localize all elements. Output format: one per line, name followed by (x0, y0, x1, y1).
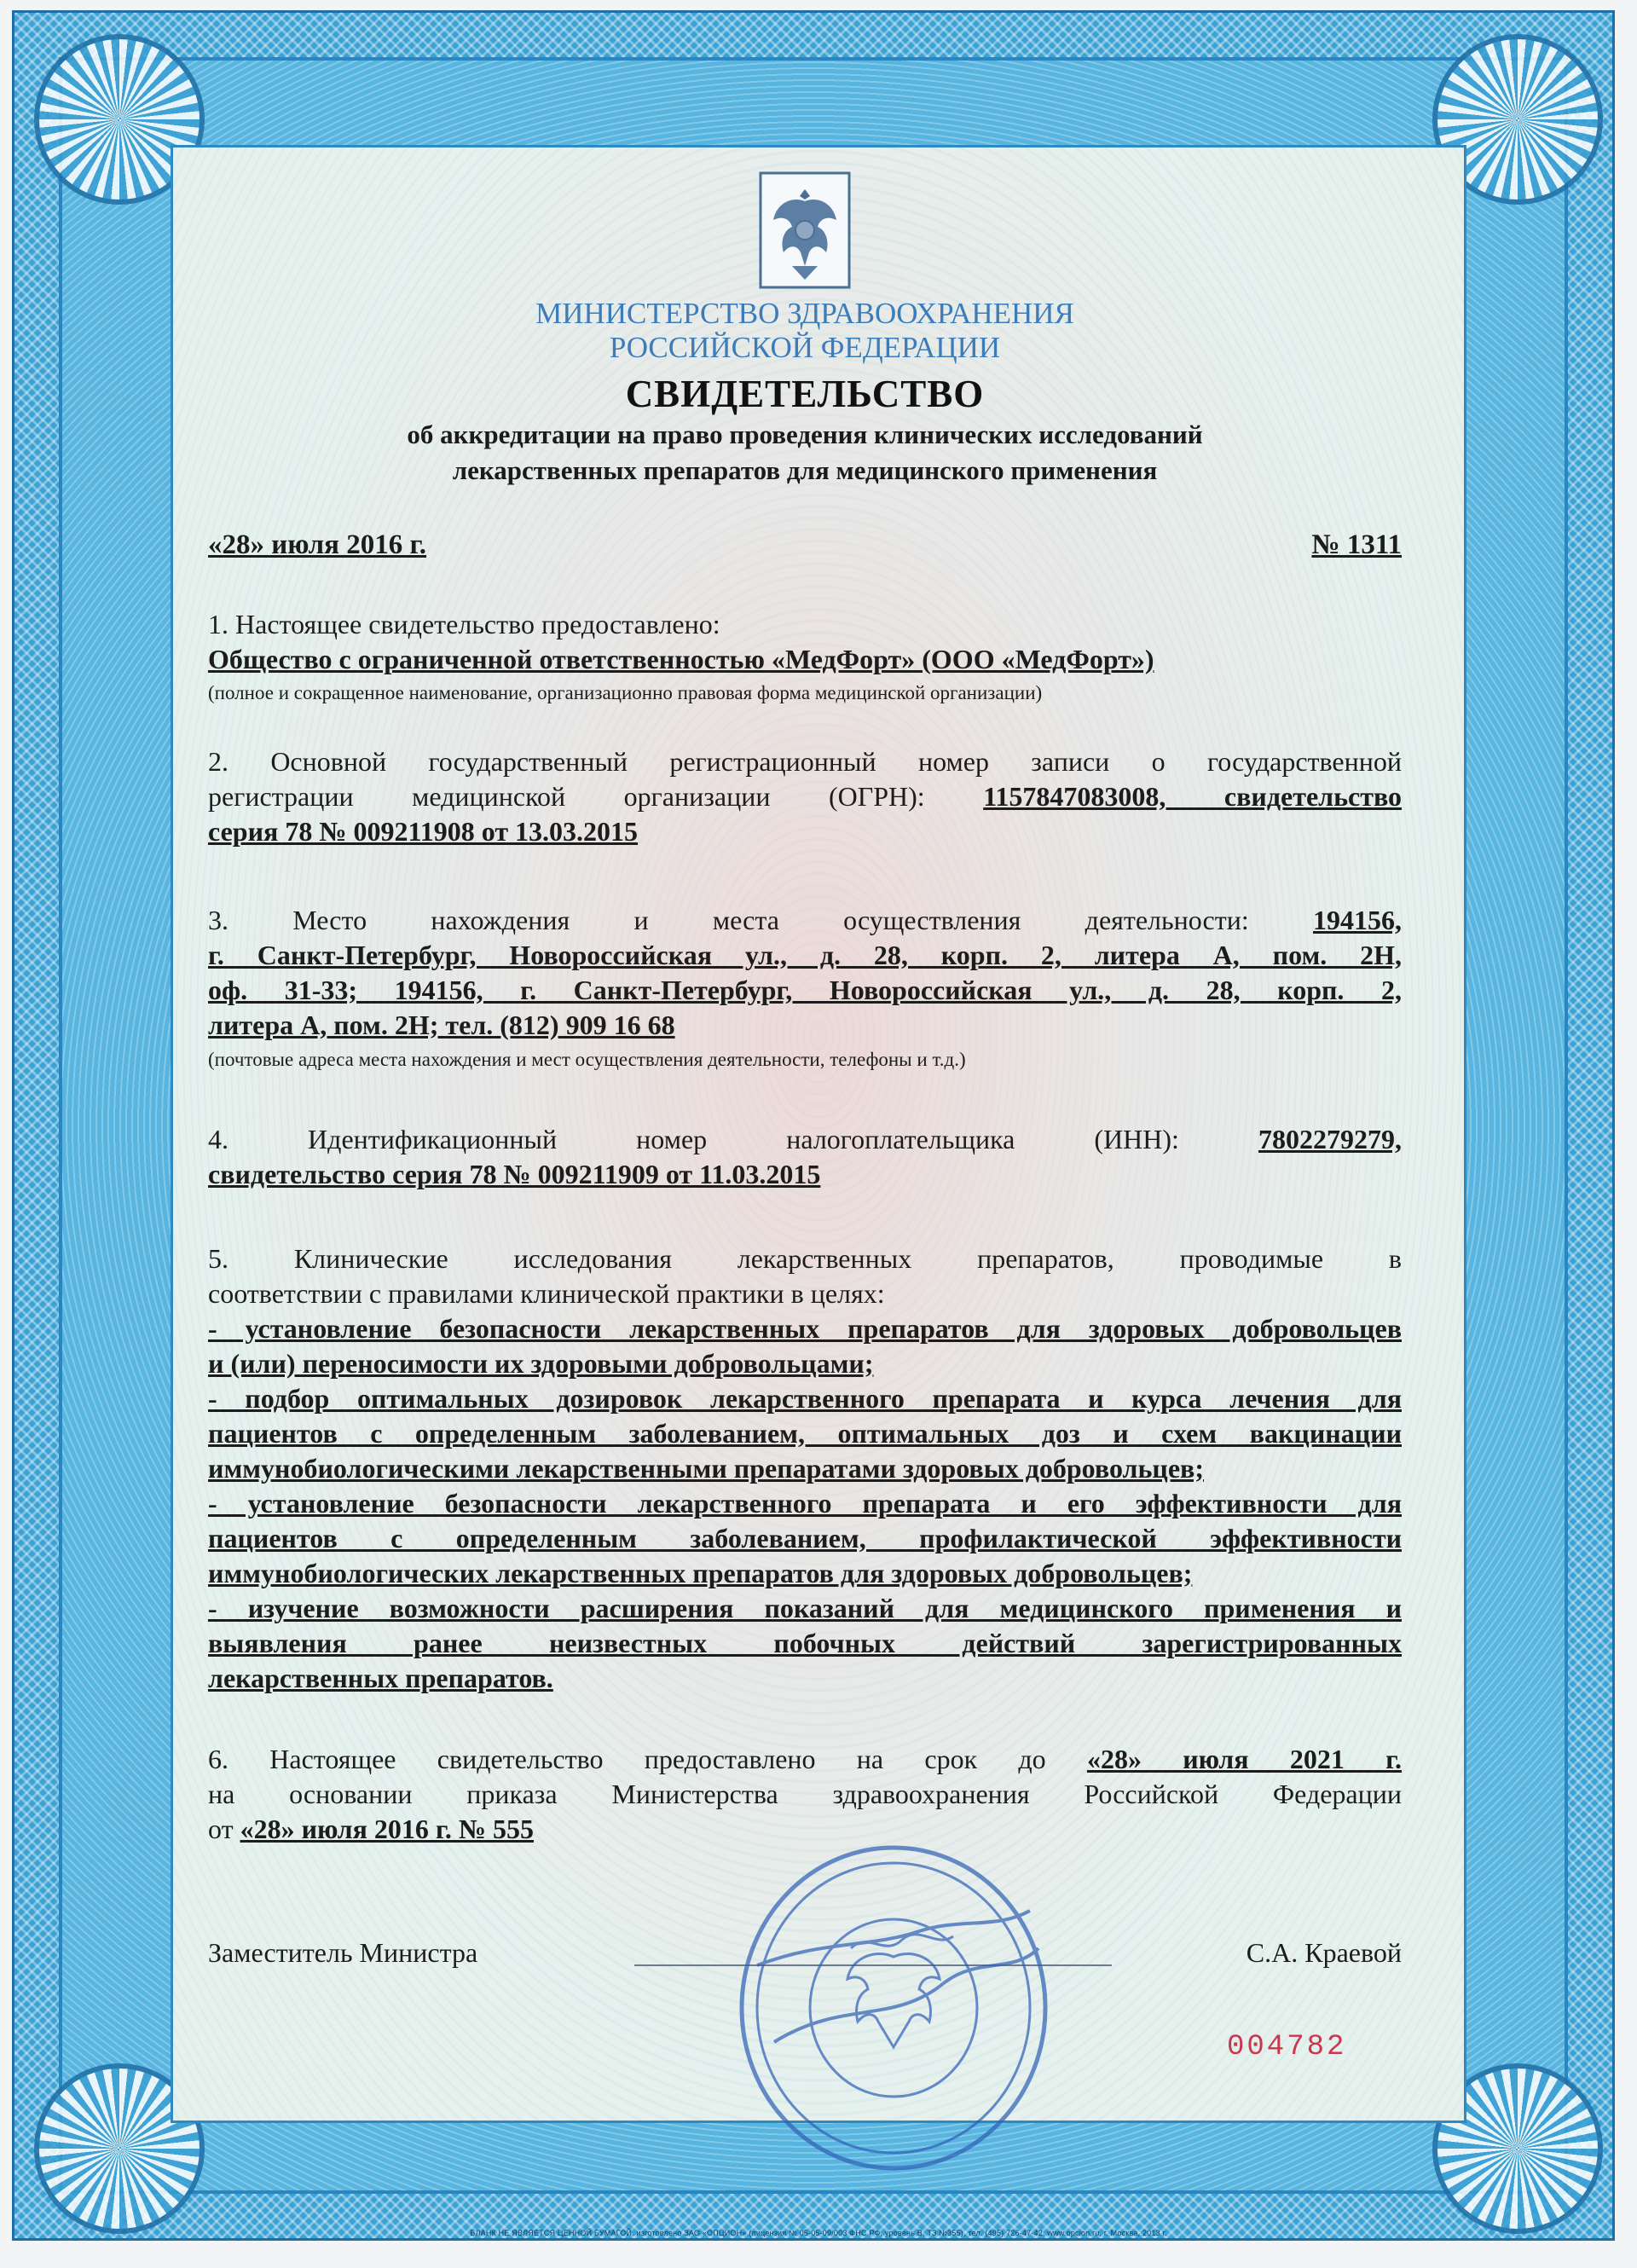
footer-strip: БЛАНК НЕ ЯВЛЯЕТСЯ ЦЕННОЙ БУМАГОЙ. изготовлено ЗАО «ОПЦИОН» (лицензия № 05-05-09/003 ФНС РФ, уровень В, ТЗ №355), тел. (495) 726-47-42, www.opcion.ru, г. Москва, 2013 г. (470, 2229, 1167, 2237)
ministry-name-line2: РОССИЙСКОЙ ФЕДЕРАЦИИ (609, 331, 1001, 364)
document-subtitle-line2: лекарственных препаратов для медицинского применения (452, 455, 1158, 485)
section5-goal-line: и (или) переносимости их здоровыми добровольцами; (208, 1348, 874, 1379)
official-seal-stamp (723, 1829, 1064, 2187)
section2-line2: регистрации медицинской организации (ОГРН): 1157847083008, свидетельство (208, 781, 1403, 812)
section3-line1: 3. Место нахождения и места осуществления деятельности: 194156, (208, 905, 1402, 935)
order-reference: «28» июля 2016 г. № 555 (240, 1814, 534, 1844)
document-content (208, 0, 1402, 2268)
ogrn-value: 1157847083008, свидетельство (983, 781, 1403, 812)
section4-line2: свидетельство серия 78 № 009211909 от 11.03.2015 (208, 1159, 821, 1189)
certificate-number: № 1311 (1311, 529, 1402, 560)
signatory-position: Заместитель Министра (208, 1937, 478, 1968)
section5-goal-line: пациентов с определенным заболеванием, профилактической эффективности (208, 1523, 1402, 1553)
valid-until-date: «28» июля 2021 г. (1086, 1744, 1403, 1774)
serial-number: 004782 (1227, 2031, 1347, 2063)
section5-goal-line: иммунобиологических лекарственных препаратов для здоровых добровольцев; (208, 1558, 1193, 1588)
section6-line2: на основании приказа Министерства здравоохранения Российской Федерации (208, 1779, 1402, 1809)
section4-line1: 4. Идентификационный номер налогоплательщика (ИНН): 7802279279, (208, 1124, 1402, 1154)
inn-value: 7802279279, (1258, 1124, 1402, 1154)
organization-name: Общество с ограниченной ответственностью «МедФорт» (ООО «МедФорт») (208, 644, 1154, 674)
document-title: СВИДЕТЕЛЬСТВО (625, 373, 985, 415)
issue-date: «28» июля 2016 г. (208, 529, 427, 560)
section5-goal-line: пациентов с определенным заболеванием, оптимальных доз и схем вакцинации (208, 1418, 1402, 1449)
signatory-name: С.А. Краевой (1246, 1937, 1402, 1968)
document-subtitle-line1: об аккредитации на право проведения клинических исследований (407, 419, 1203, 449)
section5-goal-line: - подбор оптимальных дозировок лекарственного препарата и курса лечения для (208, 1383, 1402, 1414)
section3-line4: литера А, пом. 2Н; тел. (812) 909 16 68 (208, 1010, 675, 1040)
address-note: (почтовые адреса места нахождения и мест осуществления деятельности, телефоны и т.д.) (208, 1049, 966, 1070)
section2-line1: 2. Основной государственный регистрационный номер записи о государственной (208, 746, 1402, 777)
section3-line2: г. Санкт-Петербург, Новороссийская ул., д. 28, корп. 2, литера А, пом. 2Н, (208, 940, 1402, 970)
organization-name-note: (полное и сокращенное наименование, организационно правовая форма медицинской организации) (208, 682, 1043, 703)
section5-goal-line: - установление безопасности лекарственного препарата и его эффективности для (208, 1488, 1402, 1519)
section6-line3: от «28» июля 2016 г. № 555 (208, 1814, 534, 1844)
ogrn-certificate: серия 78 № 009211908 от 13.03.2015 (208, 816, 639, 847)
section5-line1: 5. Клинические исследования лекарственных препаратов, проводимые в (208, 1243, 1402, 1274)
section3-line3: оф. 31-33; 194156, г. Санкт-Петербург, Новороссийская ул., д. 28, корп. 2, (208, 975, 1402, 1005)
ministry-name-line1: МИНИСТЕРСТВО ЗДРАВООХРАНЕНИЯ (535, 297, 1074, 330)
section5-goal-line: лекарственных препаратов. (208, 1663, 553, 1693)
section5-goal-line: - установление безопасности лекарственных препаратов для здоровых добровольцев (208, 1313, 1402, 1344)
section5-goal-line: выявления ранее неизвестных побочных действий зарегистрированных (208, 1628, 1402, 1658)
section1-intro: 1. Настоящее свидетельство предоставлено: (208, 609, 720, 639)
section6-line1: 6. Настоящее свидетельство предоставлено на срок до «28» июля 2021 г. (208, 1744, 1403, 1774)
coat-of-arms-emblem-icon (758, 171, 852, 290)
section5-goal-line: - изучение возможности расширения показаний для медицинского применения и (208, 1593, 1402, 1623)
section5-line2: соответствии с правилами клинической практики в целях: (208, 1278, 885, 1309)
section2-line3 (208, 814, 1402, 849)
issue-line (208, 527, 1402, 563)
section5-goal-line: иммунобиологическими лекарственными препаратами здоровых добровольцев; (208, 1453, 1204, 1484)
